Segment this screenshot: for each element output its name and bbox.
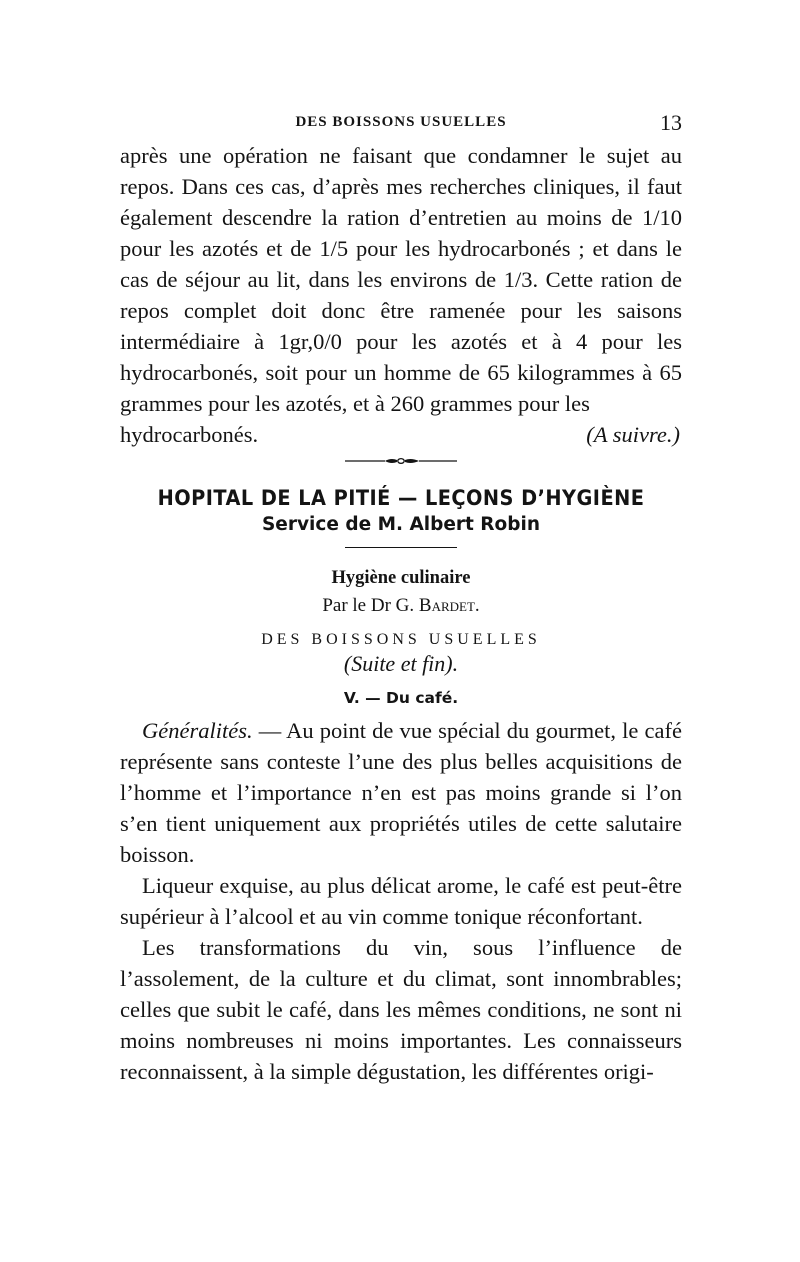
horizontal-rule [345,547,457,548]
author-name: G. Bardet. [395,595,480,616]
page-number: 13 [660,110,682,135]
ornament-divider-icon [345,456,457,466]
chapter-heading: V. — Du café. [343,689,459,707]
running-title: DES BOISSONS USUELLES [295,114,507,130]
paragraph-lead: Généralités. [142,718,253,743]
book-page [120,110,682,1087]
intro-paragraph: après une opération ne faisant que condamner le sujet au repos. Dans ces cas, d’après mes recherches cliniques, il faut également descendre la ration d’entretien au moins de 1/10 pour les azotés et de 1/5 pour les hydrocarbonés ; et dans le cas de séjour au lit, dans les environs de 1/3. Cette ration de repos complet doit donc être ramenée pour les saisons intermédiaire à 1gr,0/0 pour les azotés et à 4 pour les hydrocarbonés, soit pour un homme de 65 kilogrammes à 65 grammes pour les azotés, et à 260 grammes pour les [120,143,682,416]
series-title: DES BOISSONS USUELLES [261,631,541,648]
paragraph-generalites [120,715,682,870]
continued-note: (A suivre.) [586,422,680,447]
intro-last-line [120,419,682,450]
service-line: Service de M. Albert Robin [261,514,541,535]
author-line [120,595,682,617]
author-prefix: Par le Dr [322,595,391,616]
paragraph-liqueur: Liqueur exquise, au plus délicat arome, le café est peut-être supérieur à l’alcool et au vin comme tonique réconfortant. [120,873,682,929]
section-heading: HOPITAL DE LA PITIÉ — LEÇONS D’HYGIÈNE [157,486,645,510]
series-note: (Suite et fin). [343,651,459,676]
paragraph-transformations: Les transformations du vin, sous l’influence de l’assolement, de la culture et du climat, sont innombrables; celles que subit le café, dans les mêmes conditions, ne sont ni moins nombreuses ni moins importantes. Les connaisseurs reconnaissent, à la simple dégustation, les différentes origi- [120,935,682,1084]
paragraph-generalites-text: — Au point de vue spécial du gourmet, le café représente sans conteste l’une des plus belles acquisitions de l’homme et l’importance n’en est pas moins grande si l’on s’en tient uniquement aux propriétés utiles de cette salutaire boisson. [120,718,682,867]
article-subject: Hygiène culinaire [331,568,471,588]
running-header [120,110,682,140]
intro-last-word: hydrocarbonés. [120,422,259,447]
